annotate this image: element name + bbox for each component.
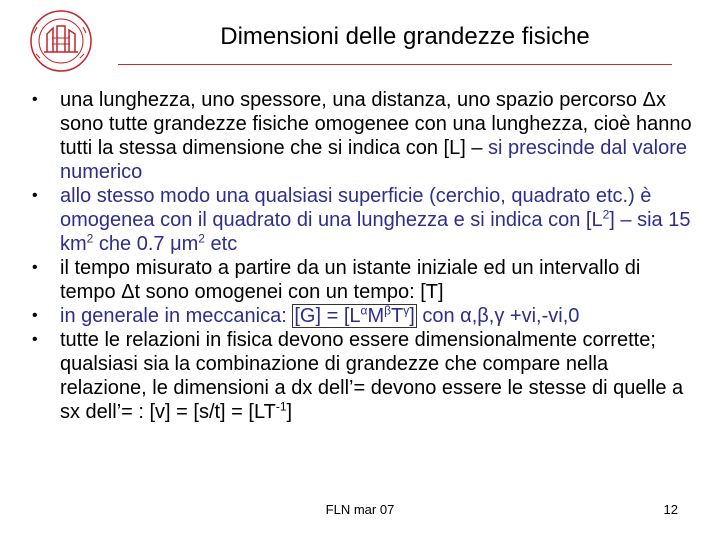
bullet-relazioni (28, 328, 700, 424)
page-number: 12 (663, 502, 678, 517)
formula-part: M (367, 305, 385, 327)
bullet-dot-icon: • (32, 259, 38, 276)
bullet-tempo (28, 256, 700, 304)
exponent: 2 (602, 207, 610, 222)
bullet-text-cont: con α,β,γ +vi,-vi,0 (416, 305, 580, 327)
bullet-text: il tempo misurato a partire da un istante iniziale ed un intervallo di tempo Δt sono omogenei con un tempo: [T] (60, 257, 641, 303)
bullet-text-cont: ] (286, 401, 293, 423)
bullet-text: una lunghezza, uno spessore, una distanza, uno spazio percorso Δx sono tutte grandezze fisiche omogenee con una lunghezza, cioè hanno tutti la stessa dimensione che si indica con [L] – (60, 89, 692, 159)
bullet-lunghezza (28, 88, 700, 184)
title-divider (118, 64, 672, 65)
bullet-text: in generale in meccanica: (60, 305, 293, 327)
bullet-dot-icon: • (32, 91, 38, 108)
highlight-text: si prescinde dal valore numerico (60, 137, 688, 183)
bullet-text-cont: ] – sia 15 km (60, 209, 691, 255)
bullet-text: tutte le relazioni in fisica devono essere dimensionalmente corrette; qualsiasi sia la combinazione di grandezze che compare nella relazione, le dimensioni a dx dell’= devono essere le stesse di quelle a sx dell’= : [v] = [s/t] = [LT (60, 329, 684, 423)
university-seal-icon (22, 8, 100, 74)
exponent-beta: β (384, 303, 392, 318)
formula-part: ] (409, 305, 415, 327)
bullet-superficie (28, 184, 700, 256)
bullet-dot-icon: • (32, 187, 38, 204)
bullet-text: allo stesso modo una qualsiasi superficie (cerchio, quadrato etc.) è omogenea con il quadrato di una lunghezza e si indica con [L (60, 185, 652, 231)
bullet-meccanica (28, 304, 700, 328)
bullet-text-cont: che 0.7 μm (93, 233, 199, 255)
footer-label: FLN mar 07 (325, 502, 395, 517)
bullet-text-cont: etc (204, 233, 238, 255)
exponent: -1 (275, 399, 287, 414)
page-title: Dimensioni delle grandezze fisiche (220, 23, 590, 50)
bullet-dot-icon: • (32, 331, 38, 348)
exponent: 2 (86, 231, 94, 246)
exponent-alpha: α (360, 303, 368, 318)
bullet-dot-icon: • (32, 307, 38, 324)
dimension-formula (292, 304, 416, 328)
bullet-list (28, 88, 700, 424)
formula-part: T (391, 305, 404, 327)
formula-part: [G] = [L (294, 305, 361, 327)
exponent: 2 (198, 231, 205, 246)
exponent-gamma: γ (403, 303, 410, 318)
